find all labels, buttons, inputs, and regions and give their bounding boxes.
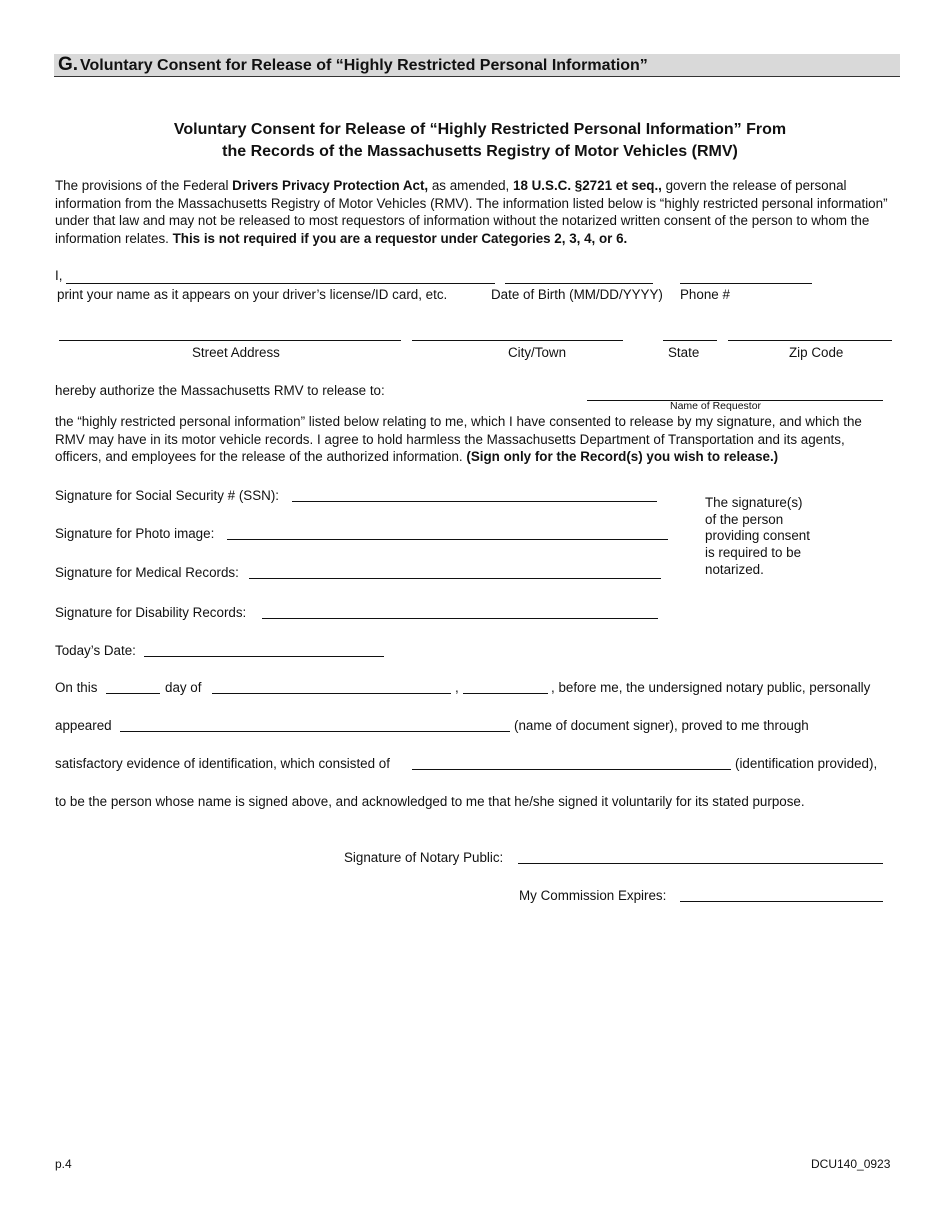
day-field[interactable] <box>106 693 160 694</box>
commission-expires-field[interactable] <box>680 901 883 902</box>
ssn-signature-label: Signature for Social Security # (SSN): <box>55 488 280 503</box>
medical-signature-label: Signature for Medical Records: <box>55 565 239 580</box>
comma-text: , <box>455 680 459 695</box>
consent-text: the “highly restricted personal information” listed below relating to me, which I have consented to release by my signature, and which the RMV may have in its motor vehicle records. I agree to hold harmless the Massachusetts Department of Transportation and its agents, officers, and employees for the release of the authorized information. <box>55 414 862 465</box>
street-address-field[interactable] <box>59 340 401 341</box>
section-header <box>54 54 900 77</box>
todays-date-label: Today’s Date: <box>55 643 136 658</box>
id-note-text: (identification provided), <box>735 756 878 771</box>
on-this-text: On this <box>55 680 98 695</box>
evidence-text: satisfactory evidence of identification, which consisted of <box>55 756 390 771</box>
act-name: Drivers Privacy Protection Act, <box>232 178 429 193</box>
consent-bold-note: (Sign only for the Record(s) you wish to release.) <box>466 449 779 465</box>
intro-paragraph <box>55 177 895 247</box>
state-label: State <box>668 345 700 360</box>
note-line: notarized. <box>705 561 764 577</box>
note-line: is required to be <box>705 545 802 561</box>
todays-date-field[interactable] <box>144 656 384 657</box>
city-label: City/Town <box>508 345 567 360</box>
photo-signature-field[interactable] <box>227 539 668 540</box>
dob-label: Date of Birth (MM/DD/YYYY) <box>491 287 663 302</box>
closing-text: to be the person whose name is signed above, and acknowledged to me that he/she signed it voluntarily for its stated purpose. <box>55 794 805 809</box>
zip-code-label: Zip Code <box>789 345 844 360</box>
document-title-line1: Voluntary Consent for Release of “Highly Restricted Personal Information” From <box>173 121 787 138</box>
notarization-note <box>705 495 810 579</box>
street-address-label: Street Address <box>192 345 280 360</box>
note-line: providing consent <box>705 528 810 544</box>
disability-signature-label: Signature for Disability Records: <box>55 605 247 620</box>
commission-expires-label: My Commission Expires: <box>519 888 667 903</box>
month-field[interactable] <box>212 693 451 694</box>
state-field[interactable] <box>663 340 717 341</box>
ssn-signature-field[interactable] <box>292 501 657 502</box>
intro-bold-note: This is not required if you are a requestor under Categories 2, 3, 4, or 6. <box>172 230 628 246</box>
zip-code-field[interactable] <box>728 340 892 341</box>
section-title: Voluntary Consent for Release of “Highly Restricted Personal Information” <box>80 57 648 74</box>
section-letter: G. <box>58 54 79 75</box>
statute-citation: 18 U.S.C. §2721 et seq., <box>513 178 662 193</box>
appeared-text: appeared <box>55 718 112 733</box>
intro-text-2: as amended, <box>428 178 514 193</box>
notary-signature-field[interactable] <box>518 863 883 864</box>
city-field[interactable] <box>412 340 623 341</box>
document-signer-field[interactable] <box>120 731 510 732</box>
signer-note-text: (name of document signer), proved to me through <box>514 718 809 733</box>
form-code: DCU140_0923 <box>811 1157 891 1171</box>
page-number: p.4 <box>55 1157 72 1171</box>
document-title-line2: the Records of the Massachusetts Registry of Motor Vehicles (RMV) <box>222 143 738 160</box>
requestor-label: Name of Requestor <box>670 400 762 412</box>
intro-text-1: The provisions of the Federal <box>55 178 233 193</box>
i-prefix: I, <box>55 268 63 283</box>
notary-signature-label: Signature of Notary Public: <box>344 850 504 865</box>
year-field[interactable] <box>463 693 548 694</box>
note-line: The signature(s) <box>705 495 803 510</box>
phone-label: Phone # <box>680 287 730 302</box>
name-label: print your name as it appears on your driver’s license/ID card, etc. <box>57 287 448 302</box>
disability-signature-field[interactable] <box>262 618 658 619</box>
name-field[interactable] <box>66 283 495 284</box>
consent-paragraph <box>55 413 895 466</box>
day-of-text: day of <box>165 680 202 695</box>
note-line: of the person <box>705 511 784 527</box>
phone-field[interactable] <box>680 283 812 284</box>
photo-signature-label: Signature for Photo image: <box>55 526 215 541</box>
authorize-text: hereby authorize the Massachusetts RMV to release to: <box>55 383 385 398</box>
before-me-text: , before me, the undersigned notary public, personally <box>551 680 871 695</box>
dob-field[interactable] <box>505 283 653 284</box>
identification-field[interactable] <box>412 769 731 770</box>
medical-signature-field[interactable] <box>249 578 661 579</box>
intro-text-3: govern the release of personal information from the Massachusetts Registry of Motor Vehicles (RMV). The information listed below is “highly restricted personal information” under that law and may not be released to most requestors of information without the notarized written consent of the person to whom the information relates. <box>55 178 888 246</box>
